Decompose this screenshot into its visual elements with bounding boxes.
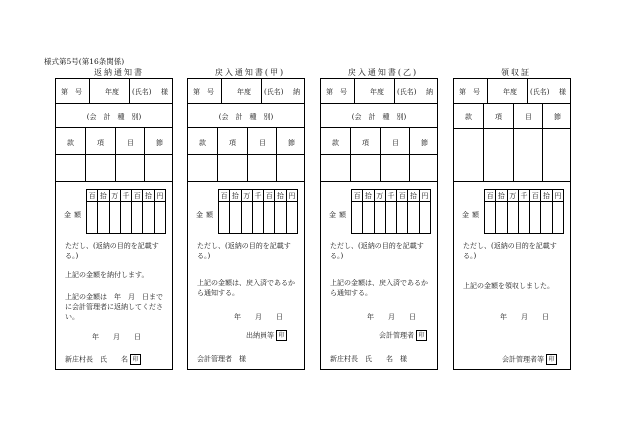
- year-label: 年度: [370, 88, 384, 96]
- digit-label: 百: [398, 192, 406, 200]
- digit-label: 万: [111, 192, 119, 200]
- form-title-reversal-notice-a: 戻入通知書(甲): [214, 68, 286, 77]
- payment-statement: 上記の金額を納付します。: [65, 271, 149, 279]
- digit-label: 百: [486, 192, 494, 200]
- purpose-note: ただし、(返納の目的を記載する。): [197, 242, 291, 260]
- digit-label: 千: [122, 192, 130, 200]
- col-kou: 項: [229, 139, 236, 147]
- digit-label: 円: [156, 192, 164, 200]
- digit-label: 万: [376, 192, 384, 200]
- classification-header-row: [454, 104, 570, 129]
- digit-label: 千: [520, 192, 528, 200]
- digit-label: 拾: [543, 192, 551, 200]
- issue-date: 年 月 日: [92, 333, 141, 341]
- digit-label: 百: [353, 192, 361, 200]
- col-kan: 款: [332, 139, 339, 147]
- receipt-statement: 上記の金額を領収しました。: [463, 282, 554, 290]
- digit-label: 千: [254, 192, 262, 200]
- digit-label: 拾: [145, 192, 153, 200]
- number-label: 第 号: [459, 88, 480, 96]
- col-kou: 項: [495, 113, 502, 121]
- col-moku: 目: [259, 139, 266, 147]
- reversal-statement: 上記の金額は、戻入済であるから通知する。: [197, 279, 295, 297]
- account-type-label: (会 計 種 別): [218, 113, 274, 121]
- account-type-label: (会 計 種 別): [351, 113, 407, 121]
- issue-date: 年 月 日: [234, 313, 283, 321]
- account-type-row: [188, 104, 304, 128]
- classification-value-row: [454, 129, 570, 182]
- recipient-line: 会計管理者 様: [197, 355, 246, 363]
- classification-header-row: [188, 128, 304, 155]
- digit-label: 百: [265, 192, 273, 200]
- payment-suffix-label: 納: [293, 88, 300, 96]
- honorific-label: 様: [161, 88, 168, 96]
- col-moku: 目: [525, 113, 532, 121]
- form-caption: 様式第5号(第16条関係): [44, 57, 125, 66]
- reversal-notice-a-form: [187, 78, 305, 370]
- amount-digit-grid: [484, 189, 564, 234]
- amount-label: 金額: [462, 211, 482, 219]
- reversal-notice-b-form: [320, 78, 438, 370]
- digit-label: 百: [88, 192, 96, 200]
- digit-label: 拾: [497, 192, 505, 200]
- year-label: 年度: [237, 88, 251, 96]
- digit-label: 百: [220, 192, 228, 200]
- signer-name: 会計管理者等: [502, 355, 544, 364]
- digit-label: 拾: [231, 192, 239, 200]
- digit-label: 百: [531, 192, 539, 200]
- year-label: 年度: [503, 88, 517, 96]
- payment-suffix-label: 納: [426, 88, 433, 96]
- col-kan: 款: [465, 113, 472, 121]
- account-type-label: (会 計 種 別): [86, 113, 142, 121]
- number-label: 第 号: [193, 88, 214, 96]
- refund-notice-form: [55, 78, 173, 370]
- digit-label: 万: [509, 192, 517, 200]
- col-setsu: 節: [288, 139, 295, 147]
- form-body: [321, 182, 437, 369]
- col-kou: 項: [362, 139, 369, 147]
- digit-label: 百: [133, 192, 141, 200]
- amount-label: 金額: [329, 211, 349, 219]
- name-label: (氏名): [397, 88, 417, 96]
- classification-header-row: [321, 128, 437, 155]
- number-label: 第 号: [326, 88, 347, 96]
- classification-value-row: [321, 155, 437, 182]
- col-kan: 款: [67, 139, 74, 147]
- form-body: [188, 182, 304, 369]
- signer-name: 新庄村長 氏 名: [65, 355, 128, 364]
- digit-label: 万: [243, 192, 251, 200]
- header-row: [454, 79, 570, 104]
- digit-label: 円: [554, 192, 562, 200]
- classification-value-row: [56, 155, 172, 182]
- digit-label: 円: [288, 192, 296, 200]
- issue-date: 年 月 日: [500, 313, 549, 321]
- name-label: (氏名): [132, 88, 152, 96]
- purpose-note: ただし、(返納の目的を記載する。): [463, 242, 557, 260]
- name-label: (氏名): [264, 88, 284, 96]
- signer-name: 出納員等: [246, 331, 274, 340]
- col-setsu: 節: [554, 113, 561, 121]
- signer-line: [379, 330, 431, 341]
- col-setsu: 節: [421, 139, 428, 147]
- digit-label: 拾: [99, 192, 107, 200]
- digit-label: 拾: [277, 192, 285, 200]
- form-body: [56, 182, 172, 369]
- signer-line: [502, 354, 564, 365]
- seal-mark: 印: [276, 330, 287, 341]
- amount-digit-grid: [218, 189, 298, 234]
- form-title-receipt: 領収証: [501, 68, 531, 77]
- col-moku: 目: [127, 139, 134, 147]
- form-title-reversal-notice-b: 戻入通知書(乙): [347, 68, 419, 77]
- form-title-refund-notice: 返納通知書: [94, 68, 144, 77]
- purpose-note: ただし、(返納の目的を記載する。): [330, 242, 424, 260]
- digit-label: 円: [421, 192, 429, 200]
- issue-date: 年 月 日: [367, 313, 416, 321]
- header-row: [56, 79, 172, 104]
- return-deadline-note: 上記の金額は 年 月 日までに会計管理者に返納してください。: [65, 293, 163, 321]
- reversal-statement: 上記の金額は、戻入済であるから通知する。: [330, 279, 428, 297]
- col-kan: 款: [199, 139, 206, 147]
- name-label: (氏名): [530, 88, 550, 96]
- digit-label: 拾: [364, 192, 372, 200]
- amount-label: 金額: [196, 211, 216, 219]
- purpose-note: ただし、(返納の目的を記載する。): [65, 242, 159, 260]
- year-label: 年度: [105, 88, 119, 96]
- account-type-row: [56, 104, 172, 128]
- header-row: [321, 79, 437, 104]
- signer-name: 会計管理者: [379, 331, 414, 340]
- digit-label: 千: [387, 192, 395, 200]
- col-kou: 項: [97, 139, 104, 147]
- honorific-label: 様: [559, 88, 566, 96]
- amount-label: 金額: [64, 211, 84, 219]
- seal-mark: 印: [546, 354, 557, 365]
- account-type-row: [321, 104, 437, 128]
- header-row: [188, 79, 304, 104]
- col-moku: 目: [392, 139, 399, 147]
- seal-mark: 印: [416, 330, 427, 341]
- amount-digit-grid: [86, 189, 166, 234]
- seal-mark: 印: [130, 354, 141, 365]
- receipt-form: [453, 78, 571, 370]
- classification-value-row: [188, 155, 304, 182]
- signer-line: [65, 354, 166, 365]
- amount-digit-grid: [351, 189, 431, 234]
- recipient-line: 新庄村長 氏 名 様: [330, 355, 407, 363]
- classification-header-row: [56, 128, 172, 155]
- number-label: 第 号: [61, 88, 82, 96]
- form-body: [454, 182, 570, 369]
- col-setsu: 節: [156, 139, 163, 147]
- signer-line: [246, 330, 298, 341]
- digit-label: 拾: [410, 192, 418, 200]
